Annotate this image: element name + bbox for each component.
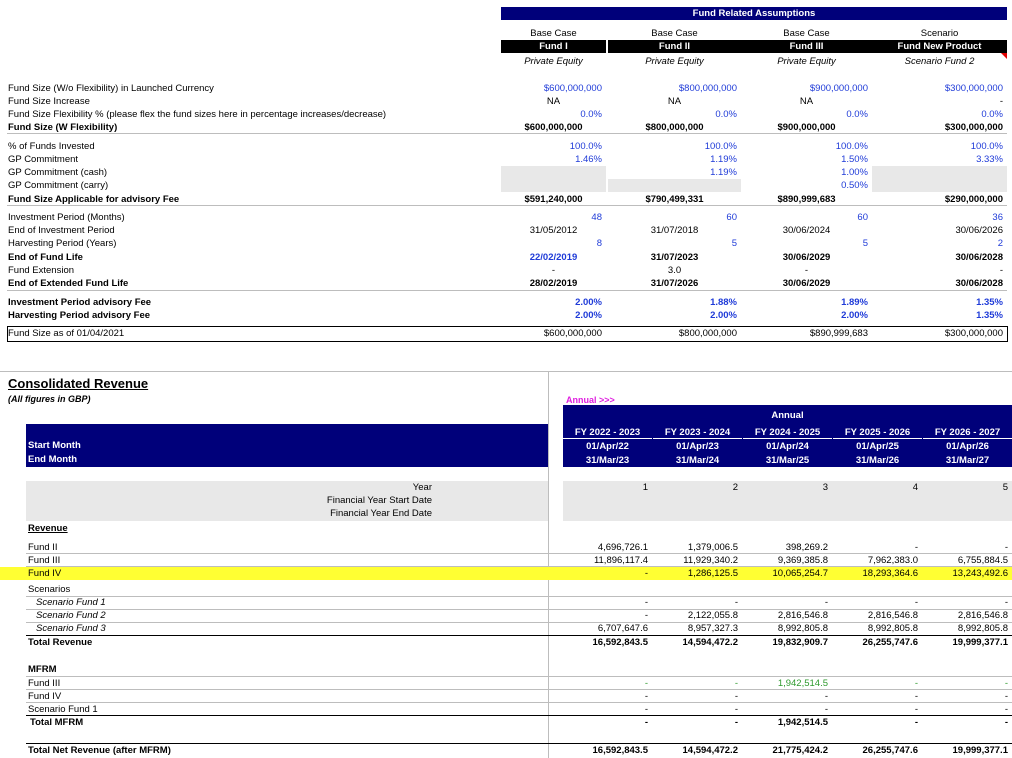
gray-cell bbox=[608, 179, 741, 192]
revenue-row-label: Scenario Fund 1 bbox=[36, 597, 106, 608]
period-fy-label: FY 2023 - 2024 bbox=[664, 427, 731, 438]
year-number: 5 bbox=[1002, 482, 1008, 493]
assumption-value[interactable]: 100.0% bbox=[970, 141, 1003, 152]
period-fy-label: FY 2024 - 2025 bbox=[754, 427, 821, 438]
column-fund-name: Fund I bbox=[501, 40, 606, 53]
assumption-row bbox=[0, 309, 1012, 322]
assumption-value[interactable]: $790,499,331 bbox=[645, 194, 704, 205]
comment-marker-icon[interactable] bbox=[1001, 53, 1007, 59]
fund-size-as-of-box bbox=[7, 326, 1008, 342]
revenue-value[interactable]: - bbox=[1004, 704, 1008, 715]
revenue-value[interactable]: - bbox=[734, 678, 738, 689]
column-fund-name: Fund New Product bbox=[872, 40, 1007, 53]
assumption-value[interactable]: 1.35% bbox=[976, 297, 1003, 308]
revenue-value[interactable]: 2,816,546.8 bbox=[867, 610, 918, 621]
assumption-value[interactable]: $800,000,000 bbox=[645, 122, 704, 133]
period-start-date: 01/Apr/23 bbox=[676, 441, 719, 452]
assumption-value[interactable]: 30/06/2024 bbox=[782, 225, 831, 236]
revenue-value[interactable]: - bbox=[644, 568, 648, 579]
end-month-label: End Month bbox=[28, 454, 78, 465]
assumption-label: Investment Period (Months) bbox=[8, 212, 125, 223]
revenue-value[interactable]: - bbox=[644, 597, 648, 608]
period-start-date: 01/Apr/26 bbox=[946, 441, 989, 452]
revenue-value[interactable]: - bbox=[644, 691, 648, 702]
assumption-value[interactable]: 1.35% bbox=[976, 310, 1003, 321]
assumption-value[interactable]: $900,000,000 bbox=[777, 122, 836, 133]
revenue-value[interactable]: - bbox=[914, 704, 918, 715]
revenue-value[interactable]: 26,255,747.6 bbox=[862, 637, 918, 648]
assumption-value[interactable]: $600,000,000 bbox=[543, 83, 602, 94]
revenue-row bbox=[0, 622, 1012, 635]
year-number: 2 bbox=[732, 482, 738, 493]
assumption-value[interactable]: 0.0% bbox=[981, 109, 1003, 120]
assumption-value[interactable]: $890,999,683 bbox=[777, 194, 836, 205]
assumption-row bbox=[0, 224, 1012, 237]
assumption-value[interactable]: 28/02/2019 bbox=[529, 278, 578, 289]
assumption-value[interactable]: 8 bbox=[596, 238, 602, 249]
assumption-label: % of Funds Invested bbox=[8, 141, 95, 152]
revenue-value[interactable]: - bbox=[1004, 597, 1008, 608]
assumption-value[interactable]: 22/02/2019 bbox=[529, 252, 578, 263]
period-end-date: 31/Mar/24 bbox=[675, 455, 720, 466]
column-fund-type: Private Equity bbox=[645, 56, 704, 67]
year-number: 4 bbox=[912, 482, 918, 493]
revenue-value[interactable]: - bbox=[734, 704, 738, 715]
assumption-value[interactable]: 1.00% bbox=[841, 167, 868, 178]
assumption-value[interactable]: $600,000,000 bbox=[543, 328, 602, 339]
revenue-value[interactable]: - bbox=[914, 678, 918, 689]
assumption-label: End of Investment Period bbox=[8, 225, 115, 236]
assumption-value[interactable]: $800,000,000 bbox=[678, 328, 737, 339]
assumption-label: Investment Period advisory Fee bbox=[8, 297, 152, 308]
assumption-value[interactable]: $800,000,000 bbox=[678, 83, 737, 94]
fy-end-label: Financial Year End Date bbox=[330, 508, 432, 519]
year-label-block bbox=[26, 481, 548, 521]
assumption-value[interactable]: $290,000,000 bbox=[944, 194, 1003, 205]
assumption-value[interactable]: 0.0% bbox=[846, 109, 868, 120]
assumption-value[interactable]: $300,000,000 bbox=[944, 328, 1003, 339]
assumption-value[interactable]: 1.88% bbox=[710, 297, 737, 308]
revenue-value[interactable]: - bbox=[734, 691, 738, 702]
assumption-value[interactable]: 31/07/2018 bbox=[650, 225, 699, 236]
scenarios-label: Scenarios bbox=[28, 584, 71, 595]
assumption-value[interactable]: $591,240,000 bbox=[524, 194, 583, 205]
revenue-value[interactable]: 1,286,125.5 bbox=[687, 568, 738, 579]
revenue-value[interactable]: - bbox=[914, 542, 918, 553]
revenue-value[interactable]: - bbox=[734, 717, 738, 728]
assumption-value[interactable]: $900,000,000 bbox=[809, 83, 868, 94]
assumption-label: Fund Size Increase bbox=[8, 96, 90, 107]
gray-cell bbox=[501, 166, 606, 192]
assumption-label: GP Commitment (cash) bbox=[8, 167, 108, 178]
assumption-row bbox=[0, 82, 1012, 95]
mfrm-header: MFRM bbox=[28, 664, 57, 675]
revenue-value[interactable]: 8,992,805.8 bbox=[777, 623, 828, 634]
assumption-value[interactable]: 1.19% bbox=[710, 154, 737, 165]
revenue-value[interactable]: - bbox=[644, 678, 648, 689]
assumption-value[interactable]: 30/06/2028 bbox=[955, 252, 1003, 263]
column-case-label: Base Case bbox=[783, 28, 830, 39]
revenue-value[interactable]: - bbox=[914, 717, 918, 728]
assumption-value[interactable]: 60 bbox=[857, 212, 868, 223]
revenue-value[interactable]: - bbox=[644, 610, 648, 621]
assumption-value[interactable]: $300,000,000 bbox=[944, 83, 1003, 94]
revenue-value[interactable]: 9,369,385.8 bbox=[777, 555, 828, 566]
assumption-value[interactable]: $600,000,000 bbox=[524, 122, 583, 133]
column-case-label: Base Case bbox=[651, 28, 698, 39]
assumption-value[interactable]: NA bbox=[667, 96, 682, 107]
revenue-value[interactable]: 16,592,843.5 bbox=[592, 745, 648, 756]
revenue-row-label: Scenario Fund 1 bbox=[28, 704, 98, 715]
revenue-row-label: Fund IV bbox=[28, 568, 62, 579]
revenue-value[interactable]: 7,962,383.0 bbox=[867, 555, 918, 566]
assumption-value[interactable]: 31/05/2012 bbox=[529, 225, 578, 236]
column-case-label: Base Case bbox=[530, 28, 577, 39]
revenue-value[interactable]: 6,707,647.6 bbox=[597, 623, 648, 634]
assumption-row bbox=[0, 237, 1012, 250]
revenue-value[interactable]: 6,755,884.5 bbox=[957, 555, 1008, 566]
assumption-label: Fund Size (W/o Flexibility) in Launched Currency bbox=[8, 83, 214, 94]
assumption-row bbox=[0, 251, 1012, 264]
assumption-row bbox=[0, 264, 1012, 277]
period-end-date: 31/Mar/27 bbox=[945, 455, 990, 466]
assumption-value[interactable]: 31/07/2026 bbox=[650, 278, 699, 289]
revenue-value[interactable]: 10,065,254.7 bbox=[772, 568, 828, 579]
assumption-value[interactable]: 2.00% bbox=[841, 310, 868, 321]
revenue-row-label: Fund III bbox=[28, 678, 61, 689]
assumption-value[interactable]: 60 bbox=[726, 212, 737, 223]
assumption-label: Fund Size (W Flexibility) bbox=[8, 122, 118, 133]
revenue-value[interactable]: 18,293,364.6 bbox=[862, 568, 918, 579]
revenue-value[interactable]: 19,832,909.7 bbox=[772, 637, 828, 648]
revenue-value[interactable]: - bbox=[914, 597, 918, 608]
revenue-value[interactable]: 26,255,747.6 bbox=[862, 745, 918, 756]
revenue-value[interactable]: 13,243,492.6 bbox=[952, 568, 1008, 579]
revenue-row-label: Fund II bbox=[28, 542, 58, 553]
assumption-value[interactable]: NA bbox=[799, 96, 814, 107]
assumption-row bbox=[0, 277, 1012, 290]
period-start-date: 01/Apr/22 bbox=[586, 441, 629, 452]
assumption-value[interactable]: 30/06/2029 bbox=[782, 252, 831, 263]
revenue-value[interactable]: - bbox=[734, 597, 738, 608]
revenue-value[interactable]: 11,929,340.2 bbox=[683, 555, 738, 566]
revenue-value[interactable]: 16,592,843.5 bbox=[592, 637, 648, 648]
revenue-value[interactable]: 11,896,117.4 bbox=[593, 555, 648, 566]
period-fy-label: FY 2022 - 2023 bbox=[574, 427, 641, 438]
period-end-date: 31/Mar/25 bbox=[765, 455, 810, 466]
revenue-value[interactable]: 1,379,006.5 bbox=[687, 542, 738, 553]
period-start-date: 01/Apr/24 bbox=[766, 441, 809, 452]
revenue-value[interactable]: 19,999,377.1 bbox=[952, 637, 1008, 648]
assumption-label: Fund Extension bbox=[8, 265, 75, 276]
assumption-value[interactable]: 30/06/2026 bbox=[955, 225, 1003, 236]
revenue-row bbox=[0, 636, 1012, 649]
revenue-value[interactable]: 8,957,327.3 bbox=[687, 623, 738, 634]
revenue-value[interactable]: - bbox=[644, 704, 648, 715]
assumption-value[interactable]: 1.46% bbox=[575, 154, 602, 165]
section-title-fund-assumptions: Fund Related Assumptions bbox=[501, 7, 1007, 20]
revenue-value[interactable]: - bbox=[1004, 542, 1008, 553]
assumption-row bbox=[0, 211, 1012, 224]
revenue-value[interactable]: - bbox=[644, 717, 648, 728]
assumption-label: Fund Size Flexibility % (please flex the fund sizes here in percentage increases/decrease) bbox=[8, 109, 387, 120]
revenue-value[interactable]: 1,942,514.5 bbox=[777, 717, 828, 728]
revenue-value[interactable]: 2,122,055.8 bbox=[687, 610, 738, 621]
revenue-value[interactable]: 14,594,472.2 bbox=[682, 745, 738, 756]
assumption-label: Fund Size as of 01/04/2021 bbox=[8, 328, 125, 339]
year-label: Year bbox=[412, 482, 432, 493]
assumption-value[interactable]: 0.50% bbox=[841, 180, 868, 191]
assumption-value[interactable]: $890,999,683 bbox=[809, 328, 868, 339]
revenue-header: Revenue bbox=[28, 523, 68, 534]
assumption-row bbox=[0, 296, 1012, 309]
assumption-label: GP Commitment bbox=[8, 154, 79, 165]
assumption-value[interactable]: 3.33% bbox=[976, 154, 1003, 165]
assumption-value[interactable]: $300,000,000 bbox=[944, 122, 1003, 133]
revenue-value[interactable]: - bbox=[824, 704, 828, 715]
revenue-row-label: Total Revenue bbox=[28, 637, 93, 648]
assumption-value[interactable]: 3.0 bbox=[667, 265, 682, 276]
revenue-row-label: Fund IV bbox=[28, 691, 62, 702]
assumption-label: Harvesting Period (Years) bbox=[8, 238, 117, 249]
period-end-date: 31/Mar/23 bbox=[585, 455, 630, 466]
assumption-row bbox=[0, 108, 1012, 121]
month-header-block bbox=[26, 424, 548, 467]
revenue-value[interactable]: 8,992,805.8 bbox=[867, 623, 918, 634]
assumption-row bbox=[0, 153, 1012, 166]
revenue-row-label: Scenario Fund 2 bbox=[36, 610, 106, 621]
revenue-value[interactable]: 1,942,514.5 bbox=[777, 678, 828, 689]
period-fy-label: FY 2025 - 2026 bbox=[844, 427, 911, 438]
column-fund-type: Private Equity bbox=[524, 56, 583, 67]
assumption-value[interactable]: 100.0% bbox=[835, 141, 868, 152]
revenue-value[interactable]: 2,816,546.8 bbox=[777, 610, 828, 621]
column-case-label: Scenario bbox=[920, 28, 959, 39]
assumption-value[interactable]: 1.19% bbox=[710, 167, 737, 178]
revenue-value[interactable]: - bbox=[1004, 717, 1008, 728]
assumption-value[interactable]: - bbox=[999, 96, 1003, 107]
assumption-value[interactable]: - bbox=[999, 265, 1003, 276]
revenue-value[interactable]: 19,999,377.1 bbox=[952, 745, 1008, 756]
assumption-row bbox=[0, 95, 1012, 108]
year-number: 1 bbox=[642, 482, 648, 493]
annual-header: Annual bbox=[771, 410, 804, 421]
assumption-value[interactable]: 2.00% bbox=[710, 310, 737, 321]
assumption-value[interactable]: 5 bbox=[731, 238, 737, 249]
assumption-value[interactable]: NA bbox=[546, 96, 561, 107]
section-title-consolidated-revenue: Consolidated Revenue bbox=[8, 376, 149, 391]
period-fy-label: FY 2026 - 2027 bbox=[934, 427, 1001, 438]
revenue-value[interactable]: 4,696,726.1 bbox=[597, 542, 648, 553]
assumption-value[interactable]: 100.0% bbox=[704, 141, 737, 152]
revenue-value[interactable]: 21,775,424.2 bbox=[772, 745, 828, 756]
assumption-value[interactable]: 0.0% bbox=[715, 109, 737, 120]
revenue-row bbox=[0, 744, 1012, 757]
assumption-label: End of Extended Fund Life bbox=[8, 278, 129, 289]
revenue-value[interactable]: - bbox=[824, 597, 828, 608]
column-fund-type: Private Equity bbox=[777, 56, 836, 67]
assumption-value[interactable]: 1.50% bbox=[841, 154, 868, 165]
column-fund-name: Fund II bbox=[608, 40, 741, 53]
revenue-value[interactable]: - bbox=[824, 691, 828, 702]
gray-cell bbox=[872, 166, 1007, 192]
start-month-label: Start Month bbox=[28, 440, 81, 451]
assumption-value[interactable]: 5 bbox=[862, 238, 868, 249]
figures-currency-note: (All figures in GBP) bbox=[8, 394, 91, 404]
revenue-value[interactable]: - bbox=[914, 691, 918, 702]
annual-link[interactable]: Annual >>> bbox=[566, 395, 615, 405]
assumption-value[interactable]: 100.0% bbox=[569, 141, 602, 152]
revenue-row bbox=[0, 716, 1012, 729]
assumption-label: End of Fund Life bbox=[8, 252, 83, 263]
revenue-value[interactable]: 2,816,546.8 bbox=[957, 610, 1008, 621]
revenue-row bbox=[0, 609, 1012, 622]
assumption-value[interactable]: 0.0% bbox=[580, 109, 602, 120]
fy-start-label: Financial Year Start Date bbox=[326, 495, 432, 506]
assumption-value[interactable]: - bbox=[551, 265, 556, 276]
period-end-date: 31/Mar/26 bbox=[855, 455, 900, 466]
period-start-date: 01/Apr/25 bbox=[856, 441, 899, 452]
assumption-value[interactable]: 36 bbox=[992, 212, 1003, 223]
assumption-label: Fund Size Applicable for advisory Fee bbox=[8, 194, 180, 205]
assumption-value[interactable]: 31/07/2023 bbox=[650, 252, 699, 263]
revenue-row bbox=[0, 567, 1012, 580]
revenue-value[interactable]: - bbox=[1004, 691, 1008, 702]
column-fund-name: Fund III bbox=[741, 40, 872, 53]
column-fund-type: Scenario Fund 2 bbox=[904, 56, 975, 67]
assumption-value[interactable]: 30/06/2029 bbox=[782, 278, 831, 289]
revenue-row-label: Total Net Revenue (after MFRM) bbox=[28, 745, 171, 756]
assumption-value[interactable]: 30/06/2028 bbox=[955, 278, 1003, 289]
revenue-value[interactable]: 398,269.2 bbox=[785, 542, 828, 553]
revenue-row bbox=[0, 596, 1012, 609]
assumption-value[interactable]: 2.00% bbox=[575, 310, 602, 321]
year-number: 3 bbox=[822, 482, 828, 493]
revenue-value[interactable]: 14,594,472.2 bbox=[682, 637, 738, 648]
assumption-value[interactable]: - bbox=[804, 265, 809, 276]
assumption-label: GP Commitment (carry) bbox=[8, 180, 109, 191]
revenue-value[interactable]: - bbox=[1004, 678, 1008, 689]
assumption-value[interactable]: 1.89% bbox=[841, 297, 868, 308]
revenue-value[interactable]: 8,992,805.8 bbox=[957, 623, 1008, 634]
assumption-value[interactable]: 48 bbox=[591, 212, 602, 223]
revenue-row-label: Total MFRM bbox=[30, 717, 84, 728]
revenue-row-label: Fund III bbox=[28, 555, 61, 566]
assumption-row bbox=[0, 140, 1012, 153]
assumption-value[interactable]: 2 bbox=[997, 238, 1003, 249]
revenue-row-label: Scenario Fund 3 bbox=[36, 623, 106, 634]
assumption-label: Harvesting Period advisory Fee bbox=[8, 310, 151, 321]
assumption-value[interactable]: 2.00% bbox=[575, 297, 602, 308]
